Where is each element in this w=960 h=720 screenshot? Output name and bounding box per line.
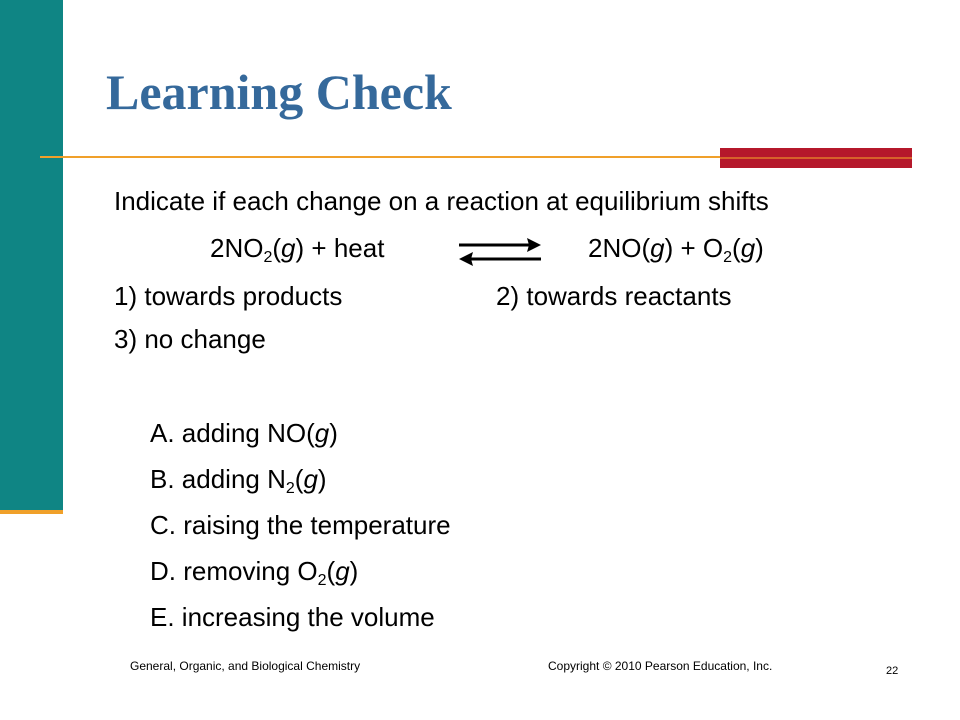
sidebar-accent bbox=[0, 510, 63, 514]
item-b: B. adding $N_2(g)$ bbox=[150, 464, 327, 497]
item-c: C. raising the temperature bbox=[150, 510, 451, 540]
title-rule-overlay bbox=[720, 157, 912, 159]
page-number: 22 bbox=[886, 665, 899, 677]
item-d: D. removing $O_2(g)$ bbox=[150, 556, 359, 589]
sidebar-decoration bbox=[0, 0, 63, 514]
option-1: 1) towards products bbox=[114, 281, 343, 311]
option-2: 2) towards reactants bbox=[496, 281, 732, 311]
equilibrium-arrows-icon bbox=[457, 234, 543, 270]
slide-title: Learning Check bbox=[106, 64, 452, 120]
footer-copyright: Copyright © 2010 Pearson Education, Inc. bbox=[548, 659, 773, 673]
intro-text: Indicate if each change on a reaction at equilibrium shifts bbox=[114, 186, 769, 216]
item-e: E. increasing the volume bbox=[150, 602, 435, 632]
item-a: A. adding NO(g) bbox=[150, 418, 338, 448]
equation-products: $2NO(g) + O_2(g)$ bbox=[588, 233, 764, 266]
option-3: 3) no change bbox=[114, 324, 266, 354]
equation-reactants: $2NO_2(g)$ + heat bbox=[210, 233, 385, 266]
footer-course: General, Organic, and Biological Chemistry bbox=[130, 659, 361, 673]
